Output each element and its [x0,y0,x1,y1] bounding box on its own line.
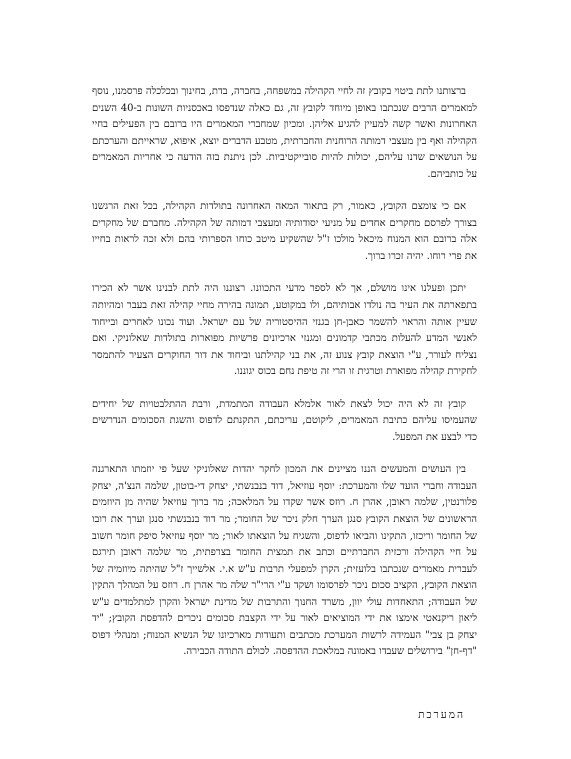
paragraph-intro: ברצותנו לתת ביטוי בקובץ זה לחיי הקהילה במשפחה, בחברה, בדת, בחינוך ובכלכלה פרסמנו, נוסף למאמרים הרבים שנכתבו באופן מיוחד לקובץ זה, גם כאלה שנדפסו באכסניות השונות ב-40 השנים האחרונות ואשר קשה למעיין להגיע אליהן. ומכיון שמחברי המאמרים היו ברובם בין הפעילים בחיי הקהילה ואף בין מעצבי דמותה הרוחנית והחברתית, מטבע הדברים יוצא, איפוא, שראייתם והערכתם על הנושאים שדנו עליהם, יכולות להיות סובייקטיביות. לכן ניתנת בזה הודעה כי אחריות המאמרים על כותביהם. [92,86,478,180]
paragraph-research: אם כי צומצם הקובץ, כאמור, רק בתאור המאה האחרונה בתולדות הקהילה, בכל זאת הרגשנו בצורך לפרסם מחקרים אחדים על מניעי יסודותיה ומעצבי דמותה של הקהילה. מחברם של מחקרים אלה ברובם הוא המנוח מיכאל מולכו ז"ל שהשקיע מיטב כוחו הספרותי בהם ולא זכה לראות בחייו את פרי רוחו. יהיה זכרו ברוך. [92,201,478,262]
paragraph-purpose: יתכן ופעלנו אינו מושלם, אך לא לספר מדעי התכוונו. רצוננו היה לתת לבנינו אשר לא הכירו בתפארתה את העיר בה נולדו אבותיהם, ולו במקוטע, תמונה בהירה מחיי קהילה זאת בעבר ומהיותה שעיין אותה והראוי להשמר כאבן-חן בגנזי ההיסטוריה של עם ישראל. ועוד נכונו לאחרים ובייחוד לאנשי המדע להעלות מכתבי קדמונים ומגנזי ארכיונים פרשיות מפוארות בתולדות שאלוניקי. ואם נצליח לעורר, ע"י הוצאת קובץ צנוע זה, את בני קהילתנו וביחוד את דור החוקרים הצעיר להתמסר לחקירת קהילה מפוארת וטרגית זו הרי זה טיפת נחם בכוס יגוננו. [92,283,477,378]
signature: המערכת [418,709,465,721]
paragraph-acknowledgements: בין העושים והמעשים הננו מציינים את המכון לחקר יהדות שאלוניקי שעל פי יוזמתו התארגנה העבודה וחברי הועד שלו והמערכת: יוסף עוזיאל, דוד בנבנשתי, יצחק די-בוטון, שלמה הנצ'ה, יצחק פלורנטין, שלמה ראובן, אהרן ח. רוזס אשר שקדו על המלאכה; מר ברוך עוזיאל שהיה מן היוזמים הראשונים של הוצאת הקובץ סנגן הערך חלק ניכר של החומר; מר דוד בנבנשתי סנגן וערך את רובו של החומר וריכזו, התקינו והביאו לדפוס, והשגיח על הוצאתו לאור; מר יוסף עוזיאל סיפק חומר חשוב על חיי הקהילה ורכזית החברתיים וכתב את תמצית החומר בצרפתית, מר שלמה ראובן תירגם לעברית מאמרים שנכתבו בלועזית; הקרן למפעלי תרבות ע"ש א.י. אלשייך ז"ל שהיתה מיוזמיה של הוצאת הקובץ, הקציב סכום ניכר לפרסומו ושקד ע"י הרי"ר שלה מר אהרן ח. רוזס על המהלך התקין של העבודה; התאחדות עולי יוון, משרד החנוך והתרבות של מדינת ישראל והקרן למתלמדים ע"ש ליאון ריקנאטי אימצו את ידי המוציאים לאור על ידי הקצבת סכומים ניכרים להדפסת הקובץ; "יד יצחק בן צבי" העמידה לרשות המערכת מכתבים ותעודות מארכיונו של הנשיא המנוח; ומנהלי דפוס "דף-חן" בירושלים שעבדו באמונה במלאכת ההדפסה. לכולם התודה הכבירה. [92,464,477,658]
document-body [92,84,477,661]
paragraph-thanks-intro: קובץ זה לא היה יכול לצאת לאור אלמלא העבודה המתמדת, ורבת ההתלבטויות של יחידים שהעמיסו עליהם כתיבת המאמרים, ליקוטם, עריכתם, התקנתם לדפוס והשגת הסכומים הנדרשים כדי לבצע את המפעל. [92,398,477,443]
